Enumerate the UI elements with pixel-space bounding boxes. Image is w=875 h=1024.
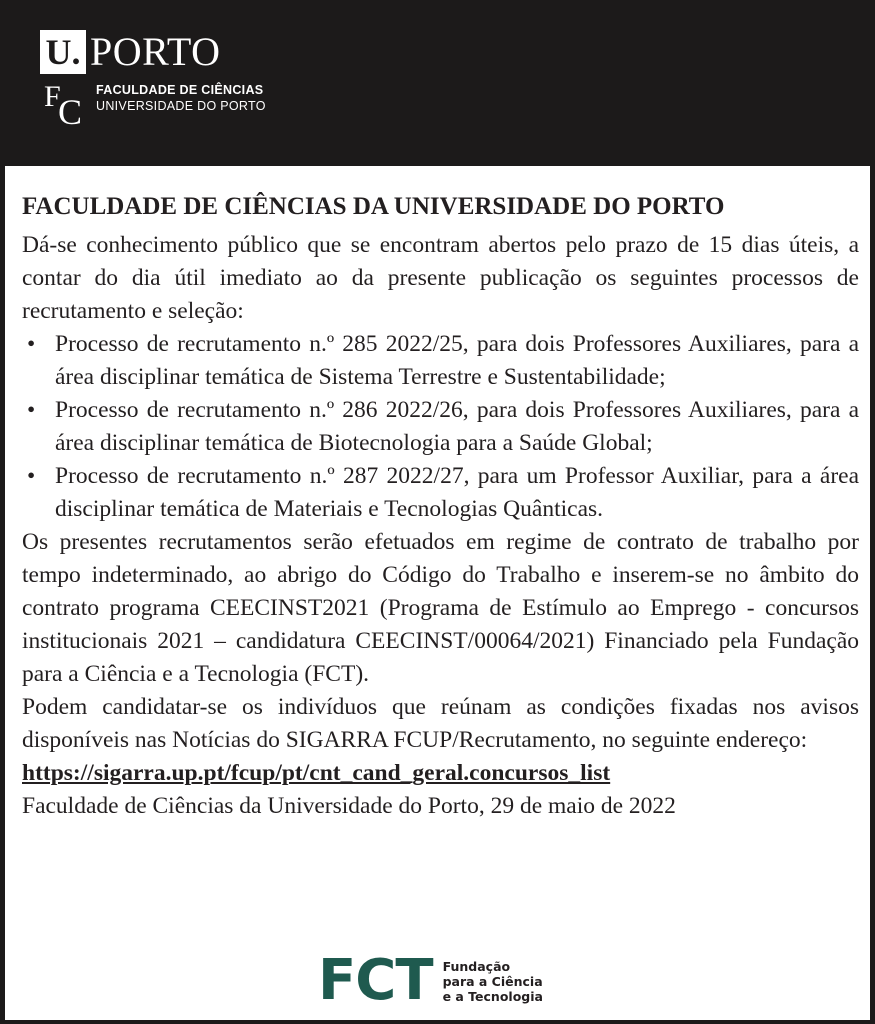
uporto-logo-porto: PORTO [90, 29, 221, 74]
faculty-name-line2: UNIVERSIDADE DO PORTO [96, 99, 266, 113]
list-item-text: Processo de recrutamento n.º 286 2022/26, para dois Professores Auxiliares, para a área disciplinar temática de Biotecnologia para a Saúde Global; [55, 397, 859, 456]
uporto-logo [40, 30, 221, 74]
fct-logo-line2: para a Ciência [442, 973, 543, 989]
notice-panel [5, 166, 870, 1020]
faculty-name-line1: FACULDADE DE CIÊNCIAS [96, 83, 264, 97]
notice-content [22, 188, 859, 823]
signature-line: Faculdade de Ciências da Universidade do Porto, 29 de maio de 2022 [22, 793, 676, 819]
application-paragraph: Podem candidatar-se os indivíduos que reúnam as condições fixadas nos avisos disponíveis nas Notícias do SIGARRA FCUP/Recrutamento, no seguinte endereço: [22, 694, 859, 753]
list-item [22, 328, 859, 394]
fc-logo-icon [44, 80, 84, 132]
application-url-link[interactable]: https://sigarra.up.pt/fcup/pt/cnt_cand_geral.concursos_list [22, 760, 611, 786]
contract-paragraph: Os presentes recrutamentos serão efetuados em regime de contrato de trabalho por tempo indeterminado, ao abrigo do Código do Trabalho e inserem-se no âmbito do contrato programa CEECINST2021 (Programa de Estímulo ao Emprego - concursos institucionais 2021 – candidatura CEECINST/00064/2021) Financiado pela Fundação para a Ciência e a Tecnologia (FCT). [22, 529, 859, 687]
faculty-name [96, 82, 266, 114]
fct-logo-text [443, 959, 543, 1004]
fct-logo-line3: e a Tecnologia [442, 988, 543, 1004]
bullet-icon: • [27, 463, 36, 489]
fc-logo-c: C [58, 92, 83, 132]
header-banner [0, 0, 875, 166]
recruitment-list [22, 328, 859, 526]
list-item [22, 460, 859, 526]
list-item [22, 394, 859, 460]
intro-paragraph: Dá-se conhecimento público que se encontram abertos pelo prazo de 15 dias úteis, a contar do dia útil imediato ao da presente publicação os seguintes processos de recrutamento e seleção: [22, 232, 859, 324]
fct-logo-line1: Fundação [442, 958, 511, 974]
list-item-text: Processo de recrutamento n.º 285 2022/25, para dois Professores Auxiliares, para a área disciplinar temática de Sistema Terrestre e Sustentabilidade; [55, 331, 859, 390]
fct-logo-mark: FCT [318, 948, 433, 1013]
list-item-text: Processo de recrutamento n.º 287 2022/27, para um Professor Auxiliar, para a área disciplinar temática de Materiais e Tecnologias Quânticas. [55, 463, 859, 522]
uporto-logo-u: U. [40, 30, 86, 74]
notice-title: FACULDADE DE CIÊNCIAS DA UNIVERSIDADE DO PORTO [22, 193, 725, 220]
bullet-icon: • [27, 331, 36, 357]
bullet-icon: • [27, 397, 36, 423]
fct-logo [318, 948, 543, 1013]
fc-logo-f: F [44, 80, 61, 113]
